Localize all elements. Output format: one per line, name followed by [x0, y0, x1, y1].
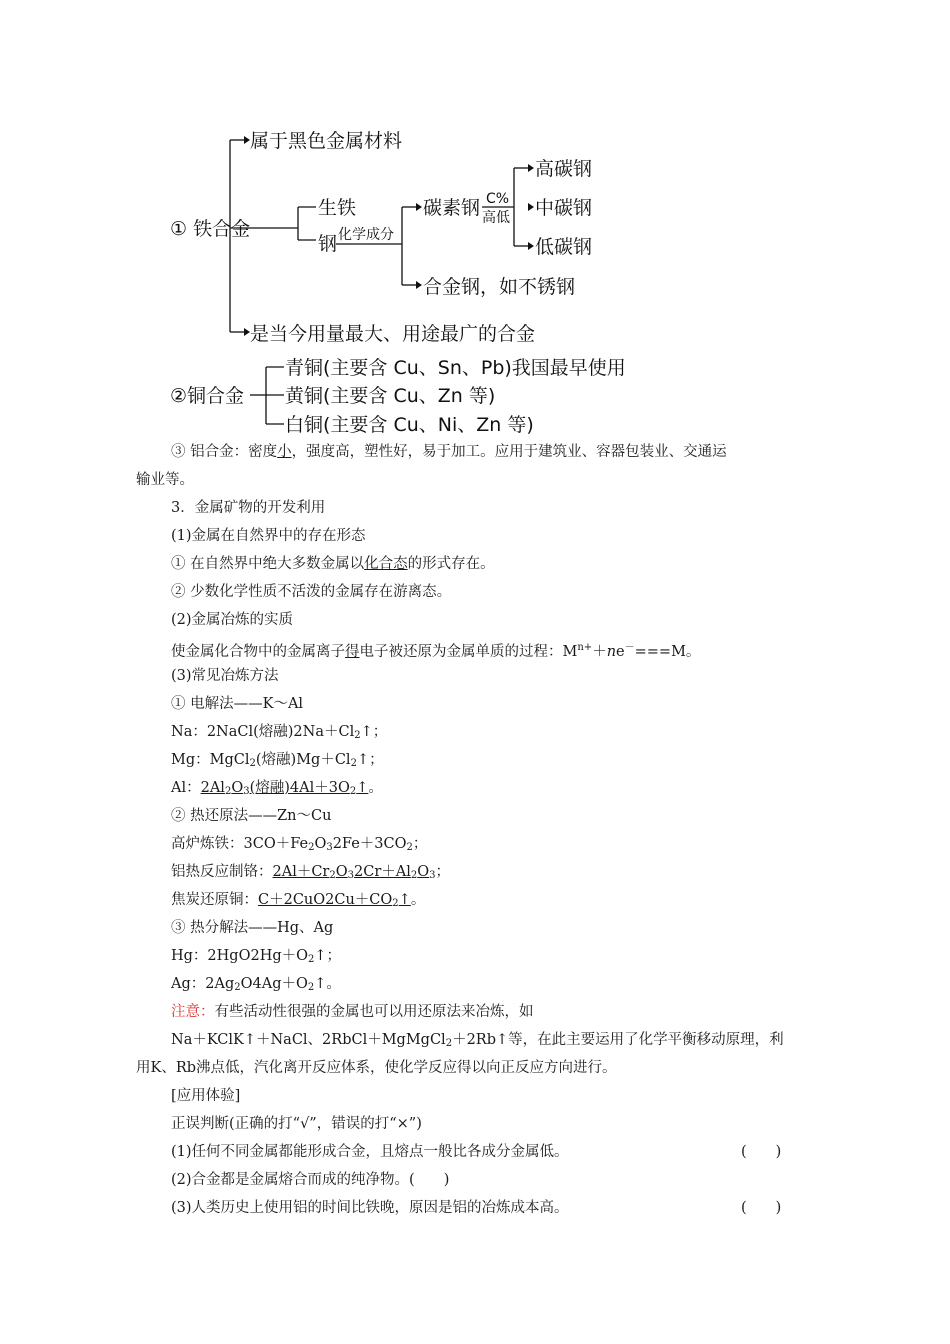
- al-equation: [136, 774, 816, 802]
- section-3-1b: ② 少数化学性质不活泼的金属存在游离态。: [171, 584, 452, 600]
- alloy-classification-diagram: [0, 0, 950, 440]
- bf-mid2: 2Fe＋3CO: [332, 836, 407, 852]
- question-2-text: (2)合金都是金属熔合而成的纯净物。: [171, 1172, 410, 1188]
- th-s2: 3: [347, 870, 355, 881]
- document-body: [136, 438, 816, 1222]
- medium-carbon-steel-label: 中碳钢: [535, 197, 593, 219]
- mg-equation: [136, 746, 816, 774]
- aluminum-alloy-line: [136, 438, 816, 466]
- al-eq-s1: 2: [224, 786, 232, 797]
- th-2: O: [335, 864, 348, 880]
- ag-end: ↑。: [314, 976, 341, 992]
- question-2: [136, 1166, 816, 1194]
- hg-text: Hg：2HgO2Hg＋O: [171, 948, 309, 964]
- bf-s1: 2: [308, 842, 315, 853]
- section-3-1: (1)金属在自然界中的存在形态: [171, 528, 366, 544]
- bf-mid: O: [314, 836, 327, 852]
- aluminum-alloy-line-2: [136, 466, 816, 494]
- low-carbon-steel-label: 低碳钢: [535, 236, 593, 258]
- question-1-answer-blank[interactable]: ( ): [741, 1144, 782, 1160]
- al-alloy-underlined: 小: [277, 444, 292, 460]
- hg-end: ↑；: [314, 948, 342, 964]
- cu-end: 。: [410, 892, 426, 908]
- high-carbon-steel-label: 高碳钢: [535, 158, 593, 180]
- method-2: ② 热还原法——Zn～Cu: [171, 808, 332, 824]
- brass-label: 黄铜(主要含 Cu、Zn 等): [285, 385, 496, 407]
- s32a-plus: ＋: [592, 644, 607, 660]
- ag-mid: O4Ag＋O: [240, 976, 308, 992]
- ag-equation: [136, 970, 816, 998]
- application-title: [应用体验]: [171, 1088, 241, 1104]
- judgement-instructions: 正误判断(正确的打“√”，错误的打“×”): [171, 1116, 422, 1132]
- question-1-text: (1)任何不同金属都能形成合金，且熔点一般比各成分金属低。: [171, 1144, 569, 1160]
- question-3-text: (3)人类历史上使用铝的时间比铁晚，原因是铝的冶炼成本高。: [171, 1200, 569, 1216]
- al-alloy-text-cont: ，强度高，塑性好，易于加工。应用于建筑业、容器包装业、交通运: [291, 444, 727, 460]
- ag-sub2: 2: [307, 982, 315, 993]
- s31a-text-end: 的形式存在。: [407, 556, 495, 572]
- section-3-2: (2)金属冶炼的实质: [171, 612, 294, 628]
- composition-label: 化学成分: [338, 227, 394, 243]
- note-label: 注意：: [171, 1004, 215, 1020]
- question-1: [136, 1138, 816, 1166]
- mg-eq-mid: (熔融)Mg＋Cl: [255, 752, 351, 768]
- na-eq-end: ↑；: [360, 724, 388, 740]
- iron-bottom-branch: 是当今用量最大、用途最广的合金: [250, 323, 536, 345]
- copper-alloy-tree: [170, 357, 626, 436]
- question-3: [136, 1194, 816, 1222]
- copper-alloy-label: ②铜合金: [170, 385, 245, 407]
- iron-alloy-label: ① 铁合金: [170, 218, 251, 240]
- na-equation: [136, 718, 816, 746]
- alloy-steel-label: 合金钢，如不锈钢: [423, 276, 576, 298]
- al-eq-s2: 3: [243, 786, 250, 797]
- na-eq-sub: 2: [354, 730, 361, 741]
- s32a-end: ===M。: [634, 644, 701, 660]
- mg-eq-text: Mg：MgCl: [171, 752, 250, 768]
- steel-label: 钢: [318, 233, 338, 255]
- na-eq-text: Na：2NaCl(熔融)2Na＋Cl: [171, 724, 355, 740]
- section-3-2a: [136, 634, 816, 662]
- th-1: 2Al＋Cr: [272, 864, 330, 880]
- ag-text: Ag：2Ag: [171, 976, 235, 992]
- cu-underlined: [258, 892, 411, 908]
- s32a-text: 使金属化合物中的金属离子: [171, 644, 345, 660]
- carbon-steel-label: 碳素钢: [423, 197, 481, 219]
- bf-s2: 3: [326, 842, 333, 853]
- question-2-answer-blank[interactable]: ( ): [409, 1172, 450, 1188]
- note-line: [136, 998, 816, 1026]
- note2-text: Na＋KClK↑＋NaCl、2RbCl＋MgMgCl: [171, 1032, 446, 1048]
- cupronickel-label: 白铜(主要含 Cu、Ni、Zn 等): [285, 414, 534, 436]
- iron-alloy-tree: [170, 130, 592, 345]
- th-4: O: [417, 864, 430, 880]
- thermite-equation: [136, 858, 816, 886]
- al-alloy-text: ③ 铝合金：密度: [171, 444, 278, 460]
- pig-iron-label: 生铁: [318, 197, 357, 219]
- al-eq-4: ↑: [356, 780, 369, 796]
- hg-equation: [136, 942, 816, 970]
- note2-sub: 2: [445, 1038, 453, 1049]
- copper-reduction-equation: [136, 886, 816, 914]
- cu-2: ↑: [398, 892, 411, 908]
- note2-end: ＋2Rb↑等，在此主要运用了化学平衡移动原理，利: [452, 1032, 784, 1048]
- al-eq-label: Al：: [171, 780, 201, 796]
- cu-label: 焦炭还原铜：: [171, 892, 258, 908]
- bronze-label: 青铜(主要含 Cu、Sn、Pb)我国最早使用: [285, 357, 626, 379]
- iron-top-branch: 属于黑色金属材料: [250, 130, 403, 152]
- th-label: 铝热反应制铬：: [171, 864, 273, 880]
- s32a-e: e: [616, 644, 625, 660]
- carbon-percent-label: C%: [486, 191, 510, 207]
- note-text: 有些活动性很强的金属也可以用还原法来冶炼，如: [214, 1004, 534, 1020]
- s31a-text: ① 在自然界中绝大多数金属以: [171, 556, 365, 572]
- mg-eq-sub1: 2: [249, 758, 256, 769]
- th-3: 2Cr＋Al: [354, 864, 411, 880]
- ag-sub1: 2: [234, 982, 241, 993]
- question-3-answer-blank[interactable]: ( ): [741, 1200, 782, 1216]
- al-eq-3: (熔融)4Al＋3O: [249, 780, 350, 796]
- s32a-text-mid: 电子被还原为金属单质的过程：M: [359, 644, 578, 660]
- method-3: ③ 热分解法——Hg、Ag: [171, 920, 334, 936]
- al-alloy-text-end: 输业等。: [136, 472, 194, 488]
- al-eq-underlined: [201, 780, 369, 796]
- section-3-3: (3)常见冶炼方法: [171, 668, 279, 684]
- al-eq-1: 2Al: [200, 780, 225, 796]
- th-end: ；: [435, 864, 451, 880]
- mg-eq-end: ↑；: [356, 752, 384, 768]
- section-3-1a: [136, 550, 816, 578]
- hg-sub: 2: [308, 954, 315, 965]
- al-eq-2: O: [231, 780, 244, 796]
- blast-furnace-equation: [136, 830, 816, 858]
- al-eq-s3: 2: [349, 786, 357, 797]
- bf-text: 高炉炼铁：3CO＋Fe: [171, 836, 309, 852]
- th-s3: 2: [410, 870, 418, 881]
- method-1: ① 电解法——K～Al: [171, 696, 304, 712]
- bf-end: ；: [412, 836, 428, 852]
- th-underlined: [273, 864, 436, 880]
- bf-s3: 2: [406, 842, 413, 853]
- high-low-label: 高低: [482, 210, 510, 226]
- note-line-2: [136, 1026, 816, 1054]
- s31a-underlined: 化合态: [364, 556, 408, 572]
- th-s4: 3: [429, 870, 436, 881]
- cu-s1: 2: [392, 898, 399, 909]
- cu-1: C＋2CuO2Cu＋CO: [258, 892, 393, 908]
- note-line-3: 用K、Rb沸点低，汽化离开反应体系，使化学反应得以向正反应方向进行。: [136, 1060, 617, 1076]
- s32a-sup: n+: [577, 642, 593, 653]
- s32a-esup: －: [624, 642, 635, 653]
- mg-eq-sub2: 2: [350, 758, 357, 769]
- section-3-title: 3．金属矿物的开发利用: [171, 500, 326, 516]
- s32a-underlined: 得: [345, 644, 360, 660]
- al-eq-end: 。: [368, 780, 383, 796]
- s32a-n: n: [606, 644, 617, 660]
- th-s1: 2: [329, 870, 336, 881]
